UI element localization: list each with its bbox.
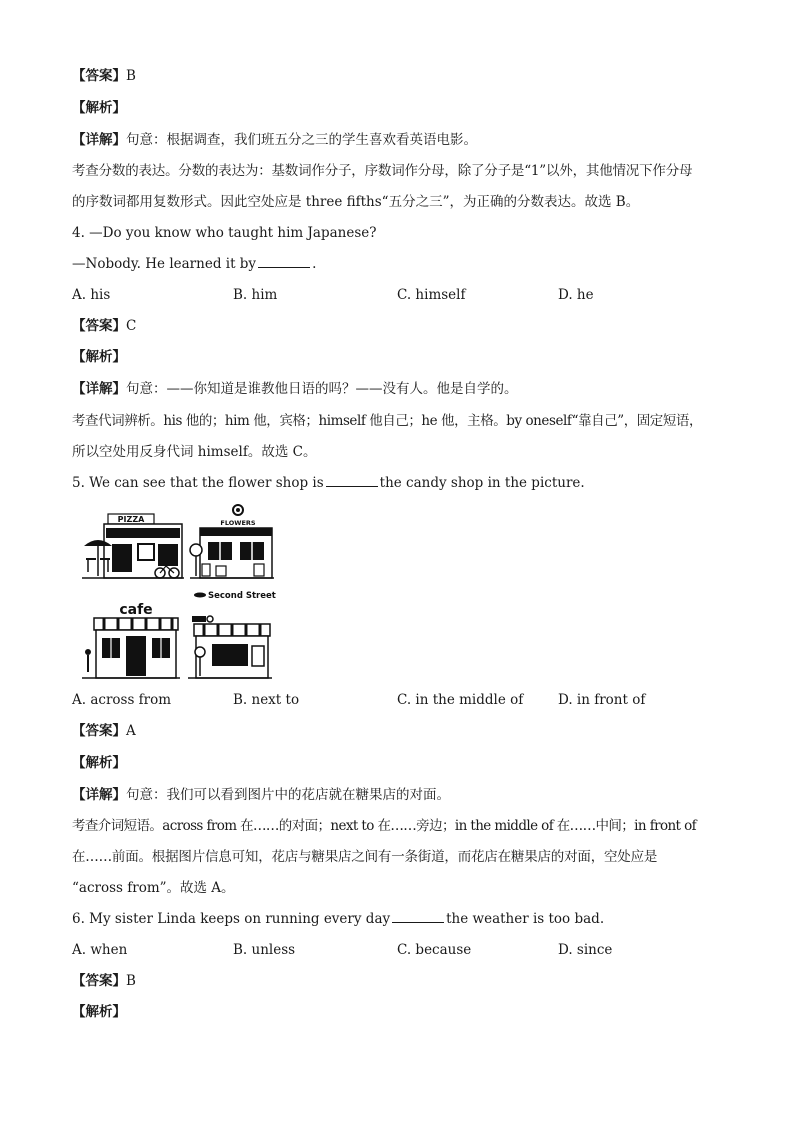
q6-option-d: D. since [558,942,613,958]
q3-detail: 【详解】句意：根据调查，我们班五分之三的学生喜欢看英语电影。 [72,132,477,148]
q5-detail: 【详解】句意：我们可以看到图片中的花店就在糖果店的对面。 [72,787,450,803]
candy-shop [188,616,272,678]
q5-explanation-line-1: 考查介词短语。across from 在……的对面；next to 在……旁边；in the middle of 在……中间；in front of [72,818,697,834]
q5-answer: 【答案】A [72,723,136,739]
q4-answer: 【答案】C [72,318,137,334]
q3-answer: 【答案】B [72,68,136,84]
q3-explanation-line-1: 考查分数的表达。分数的表达为：基数词作分子，序数词作分母，除了分子是“1”以外，其他情况下作分母 [72,163,693,179]
q5-option-d: D. in front of [558,692,646,708]
pizza-sign: PIZZA [117,515,145,524]
q6-answer: 【答案】B [72,973,136,989]
q6-question: 6. My sister Linda keeps on running every day the weather is too bad. [72,911,605,927]
q6-analysis-heading: 【解析】 [72,1004,126,1020]
q4-question-line-1: 4. —Do you know who taught him Japanese? [72,225,377,241]
flower-shop [190,505,274,578]
q5-option-c: C. in the middle of [397,692,524,708]
q6-option-c: C. because [397,942,472,958]
q3-analysis-heading: 【解析】 [72,100,126,116]
answer-blank [392,910,444,923]
q6-option-a: A. when [72,942,128,958]
q5-explanation-line-2: 在……前面。根据图片信息可知，花店与糖果店之间有一条街道，而花店在糖果店的对面，空处应是 [72,849,658,865]
cafe-shop [82,602,180,678]
flowers-sign: FLOWERS [220,519,256,527]
q4-question-line-2: —Nobody. He learned it by . [72,256,317,272]
q4-option-b: B. him [233,287,278,303]
q4-explanation-line-1: 考查代词辨析。his 他的；him 他，宾格；himself 他自己；he 他，主格。by oneself“靠自己”，固定短语， [72,413,703,429]
q4-option-a: A. his [72,287,111,303]
street-scene-figure [76,500,276,684]
q4-explanation-line-2: 所以空处用反身代词 himself。故选 C。 [72,444,317,460]
q4-option-d: D. he [558,287,594,303]
street-name: Second Street [208,591,276,601]
pizza-shop [82,514,184,578]
q5-option-b: B. next to [233,692,300,708]
q4-analysis-heading: 【解析】 [72,349,126,365]
cafe-sign: cafe [119,602,153,618]
street-label-group [194,591,276,601]
q3-explanation-line-2: 的序数词都用复数形式。因此空处应是 three fifths“五分之三”，为正确的分数表达。故选 B。 [72,194,640,210]
q4-detail: 【详解】句意：——你知道是谁教他日语的吗？——没有人。他是自学的。 [72,381,518,397]
q5-explanation-line-3: “across from”。故选 A。 [72,880,235,896]
answer-blank [326,474,378,487]
q5-question: 5. We can see that the flower shop is the candy shop in the picture. [72,475,585,491]
q5-option-a: A. across from [72,692,172,708]
q5-analysis-heading: 【解析】 [72,755,126,771]
q6-option-b: B. unless [233,942,296,958]
answer-blank [258,255,310,268]
q4-option-c: C. himself [397,287,466,303]
